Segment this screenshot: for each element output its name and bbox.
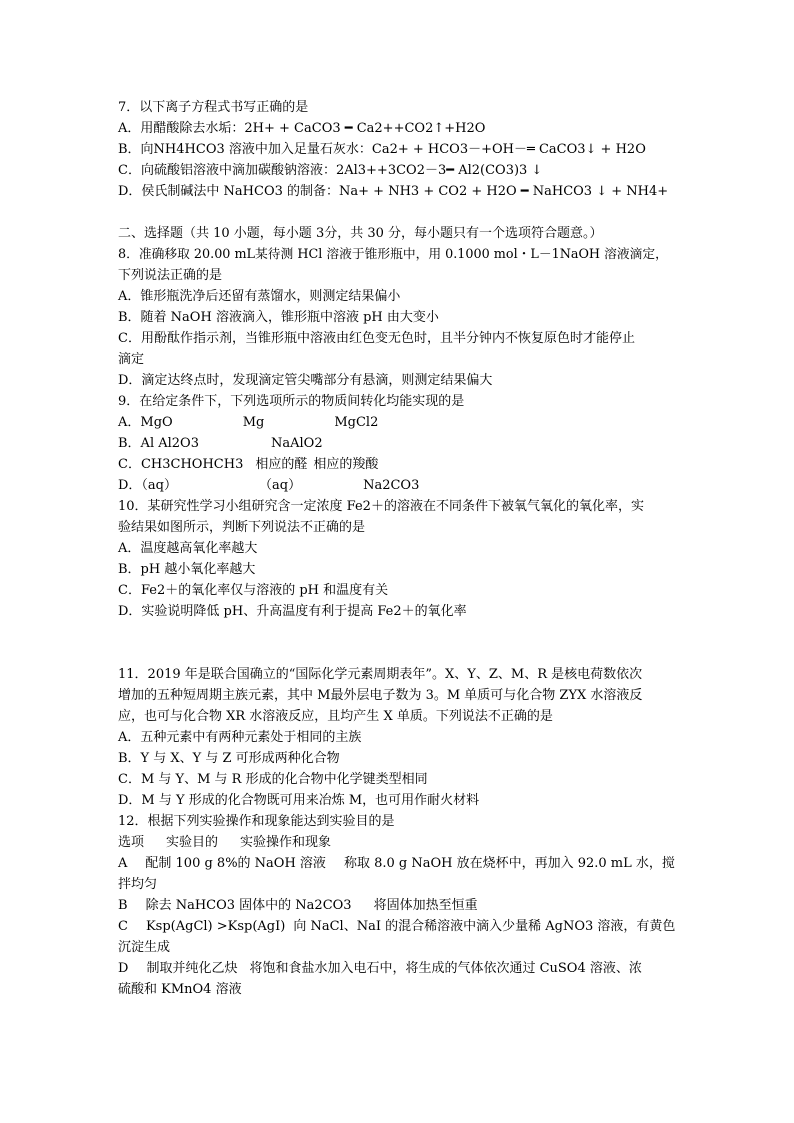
q10-stem-2: 验结果如图所示，判断下列说法不正确的是 <box>118 520 366 535</box>
q7-option-a: A．用醋酸除去水垢：2H+ + CaCO3 ━ Ca2++CO2↑+H2O <box>118 121 486 136</box>
q10-option-a: A．温度越高氧化率越大 <box>118 541 258 556</box>
q10-stem-1: 10．某研究性学习小组研究含一定浓度 Fe2＋的溶液在不同条件下被氧气氧化的氧化率，实 <box>118 499 644 514</box>
q9-c-part-2: 相应的醛 <box>255 457 308 472</box>
q12-row-a <box>118 853 678 874</box>
q8-option-a: A．锥形瓶洗净后还留有蒸馏水，则测定结果偏小 <box>118 289 401 304</box>
q12-table-header <box>118 832 678 853</box>
q12-header-purpose: 实验目的 <box>166 835 219 850</box>
q12-row-d-cont: 硫酸和 KMnO4 溶液 <box>118 982 242 997</box>
q9-option-b <box>118 433 678 454</box>
q10-option-c: C．Fe2＋的氧化率仅与溶液的 pH 和温度有关 <box>118 583 389 598</box>
q11-option-b: B．Y 与 X、Y 与 Z 可形成两种化合物 <box>118 751 340 766</box>
q12-header-operation: 实验操作和现象 <box>240 835 332 850</box>
q9-d-part-2: （aq） <box>259 478 302 493</box>
q9-c-part-1: C．CH3CHOHCH3 <box>118 457 244 472</box>
q12-header-option: 选项 <box>118 835 145 850</box>
section-2-heading: 二、选择题（共 10 小题，每小题 3分，共 30 分，每小题只有一个选项符合题意。） <box>118 226 603 241</box>
q12-b-label: B <box>118 898 128 913</box>
q11-stem-2: 增加的五种短周期主族元素，其中 M最外层电子数为 3。M 单质可与化合物 ZYX 水溶液反 <box>118 688 643 703</box>
q8-option-d: D．滴定达终点时，发现滴定管尖嘴部分有悬滴，则测定结果偏大 <box>118 373 493 388</box>
q12-c-label: C <box>118 919 128 934</box>
q11-stem-1: 11．2019 年是联合国确立的“国际化学元素周期表年”。X、Y、Z、M、R 是核电荷数依次 <box>118 667 643 682</box>
q12-row-c <box>118 916 678 937</box>
q7-stem: 7．以下离子方程式书写正确的是 <box>118 100 309 115</box>
q12-a-purpose: 配制 100 g 8%的 NaOH 溶液 <box>145 856 326 871</box>
q12-row-c-cont: 沉淀生成 <box>118 940 171 955</box>
q9-b-part-1: B．Al Al2O3 <box>118 436 199 451</box>
q12-a-label: A <box>118 856 128 871</box>
q11-option-a: A．五种元素中有两种元素处于相同的主族 <box>118 730 362 745</box>
q8-option-c-2: 滴定 <box>118 352 145 367</box>
q8-stem-1: 8．准确移取 20.00 mL某待测 HCl 溶液于锥形瓶中，用 0.1000 mol・L－1NaOH 溶液滴定， <box>118 247 668 262</box>
q12-row-b <box>118 895 678 916</box>
q12-row-a-cont: 拌均匀 <box>118 877 158 892</box>
q12-d-operation: 将饱和食盐水加入电石中，将生成的气体依次通过 CuSO4 溶液、浓 <box>249 961 642 976</box>
q7-option-d: D．侯氏制碱法中 NaHCO3 的制备：Na+ + NH3 + CO2 + H2O ━ NaHCO3 ↓ + NH4+ <box>118 184 669 199</box>
q9-a-part-2: Mg <box>242 415 265 430</box>
q9-option-c <box>118 454 678 475</box>
q9-option-d <box>118 475 678 496</box>
q12-d-purpose: 制取并纯化乙炔 <box>146 961 238 976</box>
q9-stem: 9．在给定条件下，下列选项所示的物质间转化均能实现的是 <box>118 394 465 409</box>
q10-option-d: D．实验说明降低 pH、升高温度有利于提高 Fe2＋的氧化率 <box>118 604 467 619</box>
q9-c-part-3: 相应的羧酸 <box>313 457 379 472</box>
q12-c-operation: 向 NaCl、NaI 的混合稀溶液中滴入少量稀 AgNO3 溶液，有黄色 <box>293 919 676 934</box>
q12-b-purpose: 除去 NaHCO3 固体中的 Na2CO3 <box>145 898 352 913</box>
q8-option-b: B．随着 NaOH 溶液滴入，锥形瓶中溶液 pH 由大变小 <box>118 310 439 325</box>
q9-a-part-3: MgCl2 <box>334 415 379 430</box>
q11-option-c: C．M 与 Y、M 与 R 形成的化合物中化学键类型相同 <box>118 772 428 787</box>
q12-c-purpose: Ksp(AgCl) >Ksp(AgI) <box>145 919 286 934</box>
q12-b-operation: 将固体加热至恒重 <box>373 898 478 913</box>
q11-stem-3: 应，也可与化合物 XR 水溶液反应，且均产生 X 单质。下列说法不正确的是 <box>118 709 553 724</box>
q9-b-part-2: NaAlO2 <box>270 436 323 451</box>
q11-option-d: D．M 与 Y 形成的化合物既可用来冶炼 M，也可用作耐火材料 <box>118 793 480 808</box>
q9-option-a <box>118 412 678 433</box>
q7-option-b: B．向NH4HCO3 溶液中加入足量石灰水：Ca2+ + HCO3－+OH－═ CaCO3↓ + H2O <box>118 142 646 157</box>
q12-a-operation: 称取 8.0 g NaOH 放在烧杯中，再加入 92.0 mL 水，搅 <box>343 856 675 871</box>
q12-d-label: D <box>118 961 129 976</box>
q10-option-b: B．pH 越小氧化率越大 <box>118 562 256 577</box>
q12-stem: 12．根据下列实验操作和现象能达到实验目的是 <box>118 814 395 829</box>
q9-a-part-1: A．MgO <box>118 415 173 430</box>
q12-row-d <box>118 958 678 979</box>
q8-option-c-1: C．用酚酞作指示剂，当锥形瓶中溶液由红色变无色时，且半分钟内不恢复原色时才能停止 <box>118 331 635 346</box>
q9-d-part-3: Na2CO3 <box>363 478 420 493</box>
q7-option-c: C．向硫酸铝溶液中滴加碳酸钠溶液：2Al3++3CO2－3━ Al2(CO3)3 ↓ <box>118 163 543 178</box>
q8-stem-2: 下列说法正确的是 <box>118 268 223 283</box>
q9-d-part-1: D．（aq） <box>118 478 177 493</box>
